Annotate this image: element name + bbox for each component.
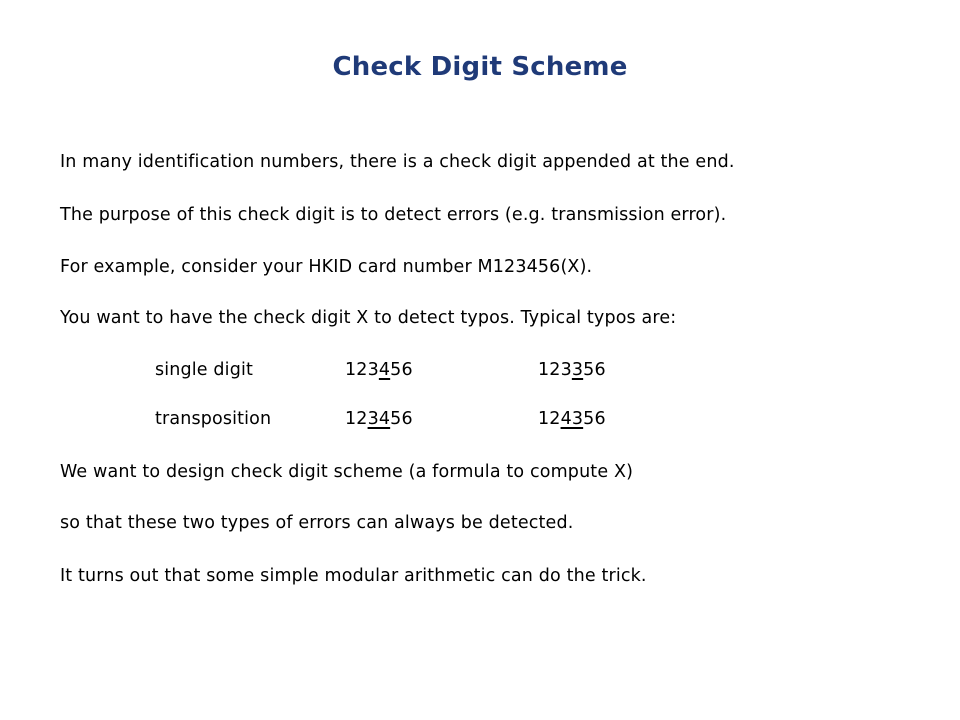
original-after: 56 (390, 409, 413, 429)
typo-before: 12 (538, 409, 561, 429)
typo-marked: 3 (571, 360, 584, 380)
original-before: 12 (345, 409, 368, 429)
text-line-2: The purpose of this check digit is to detect errors (e.g. transmission error). (60, 205, 727, 225)
text-line-5: We want to design check digit scheme (a formula to compute X) (60, 462, 634, 482)
typo-original-transposition (345, 408, 413, 430)
text-line-3: For example, consider your HKID card number M123456(X). (60, 257, 593, 277)
text-line-1: In many identification numbers, there is a check digit appended at the end. (60, 152, 735, 172)
typo-type-transposition: transposition (155, 409, 272, 429)
typo-original-single-digit (345, 359, 413, 381)
text-line-6: so that these two types of errors can always be detected. (60, 513, 574, 533)
typo-marked: 43 (560, 409, 584, 429)
typo-after: 56 (583, 360, 606, 380)
slide-title: Check Digit Scheme (332, 52, 628, 82)
typo-after: 56 (583, 409, 606, 429)
typo-example-single-digit (538, 359, 606, 381)
text-line-4: You want to have the check digit X to detect typos. Typical typos are: (60, 308, 677, 328)
typo-example-transposition (538, 408, 606, 430)
typo-type-single-digit: single digit (155, 360, 253, 380)
original-marked: 4 (378, 360, 391, 380)
typo-before: 123 (538, 360, 572, 380)
original-after: 56 (390, 360, 413, 380)
original-before: 123 (345, 360, 379, 380)
text-line-7: It turns out that some simple modular arithmetic can do the trick. (60, 566, 647, 586)
original-marked: 34 (367, 409, 391, 429)
